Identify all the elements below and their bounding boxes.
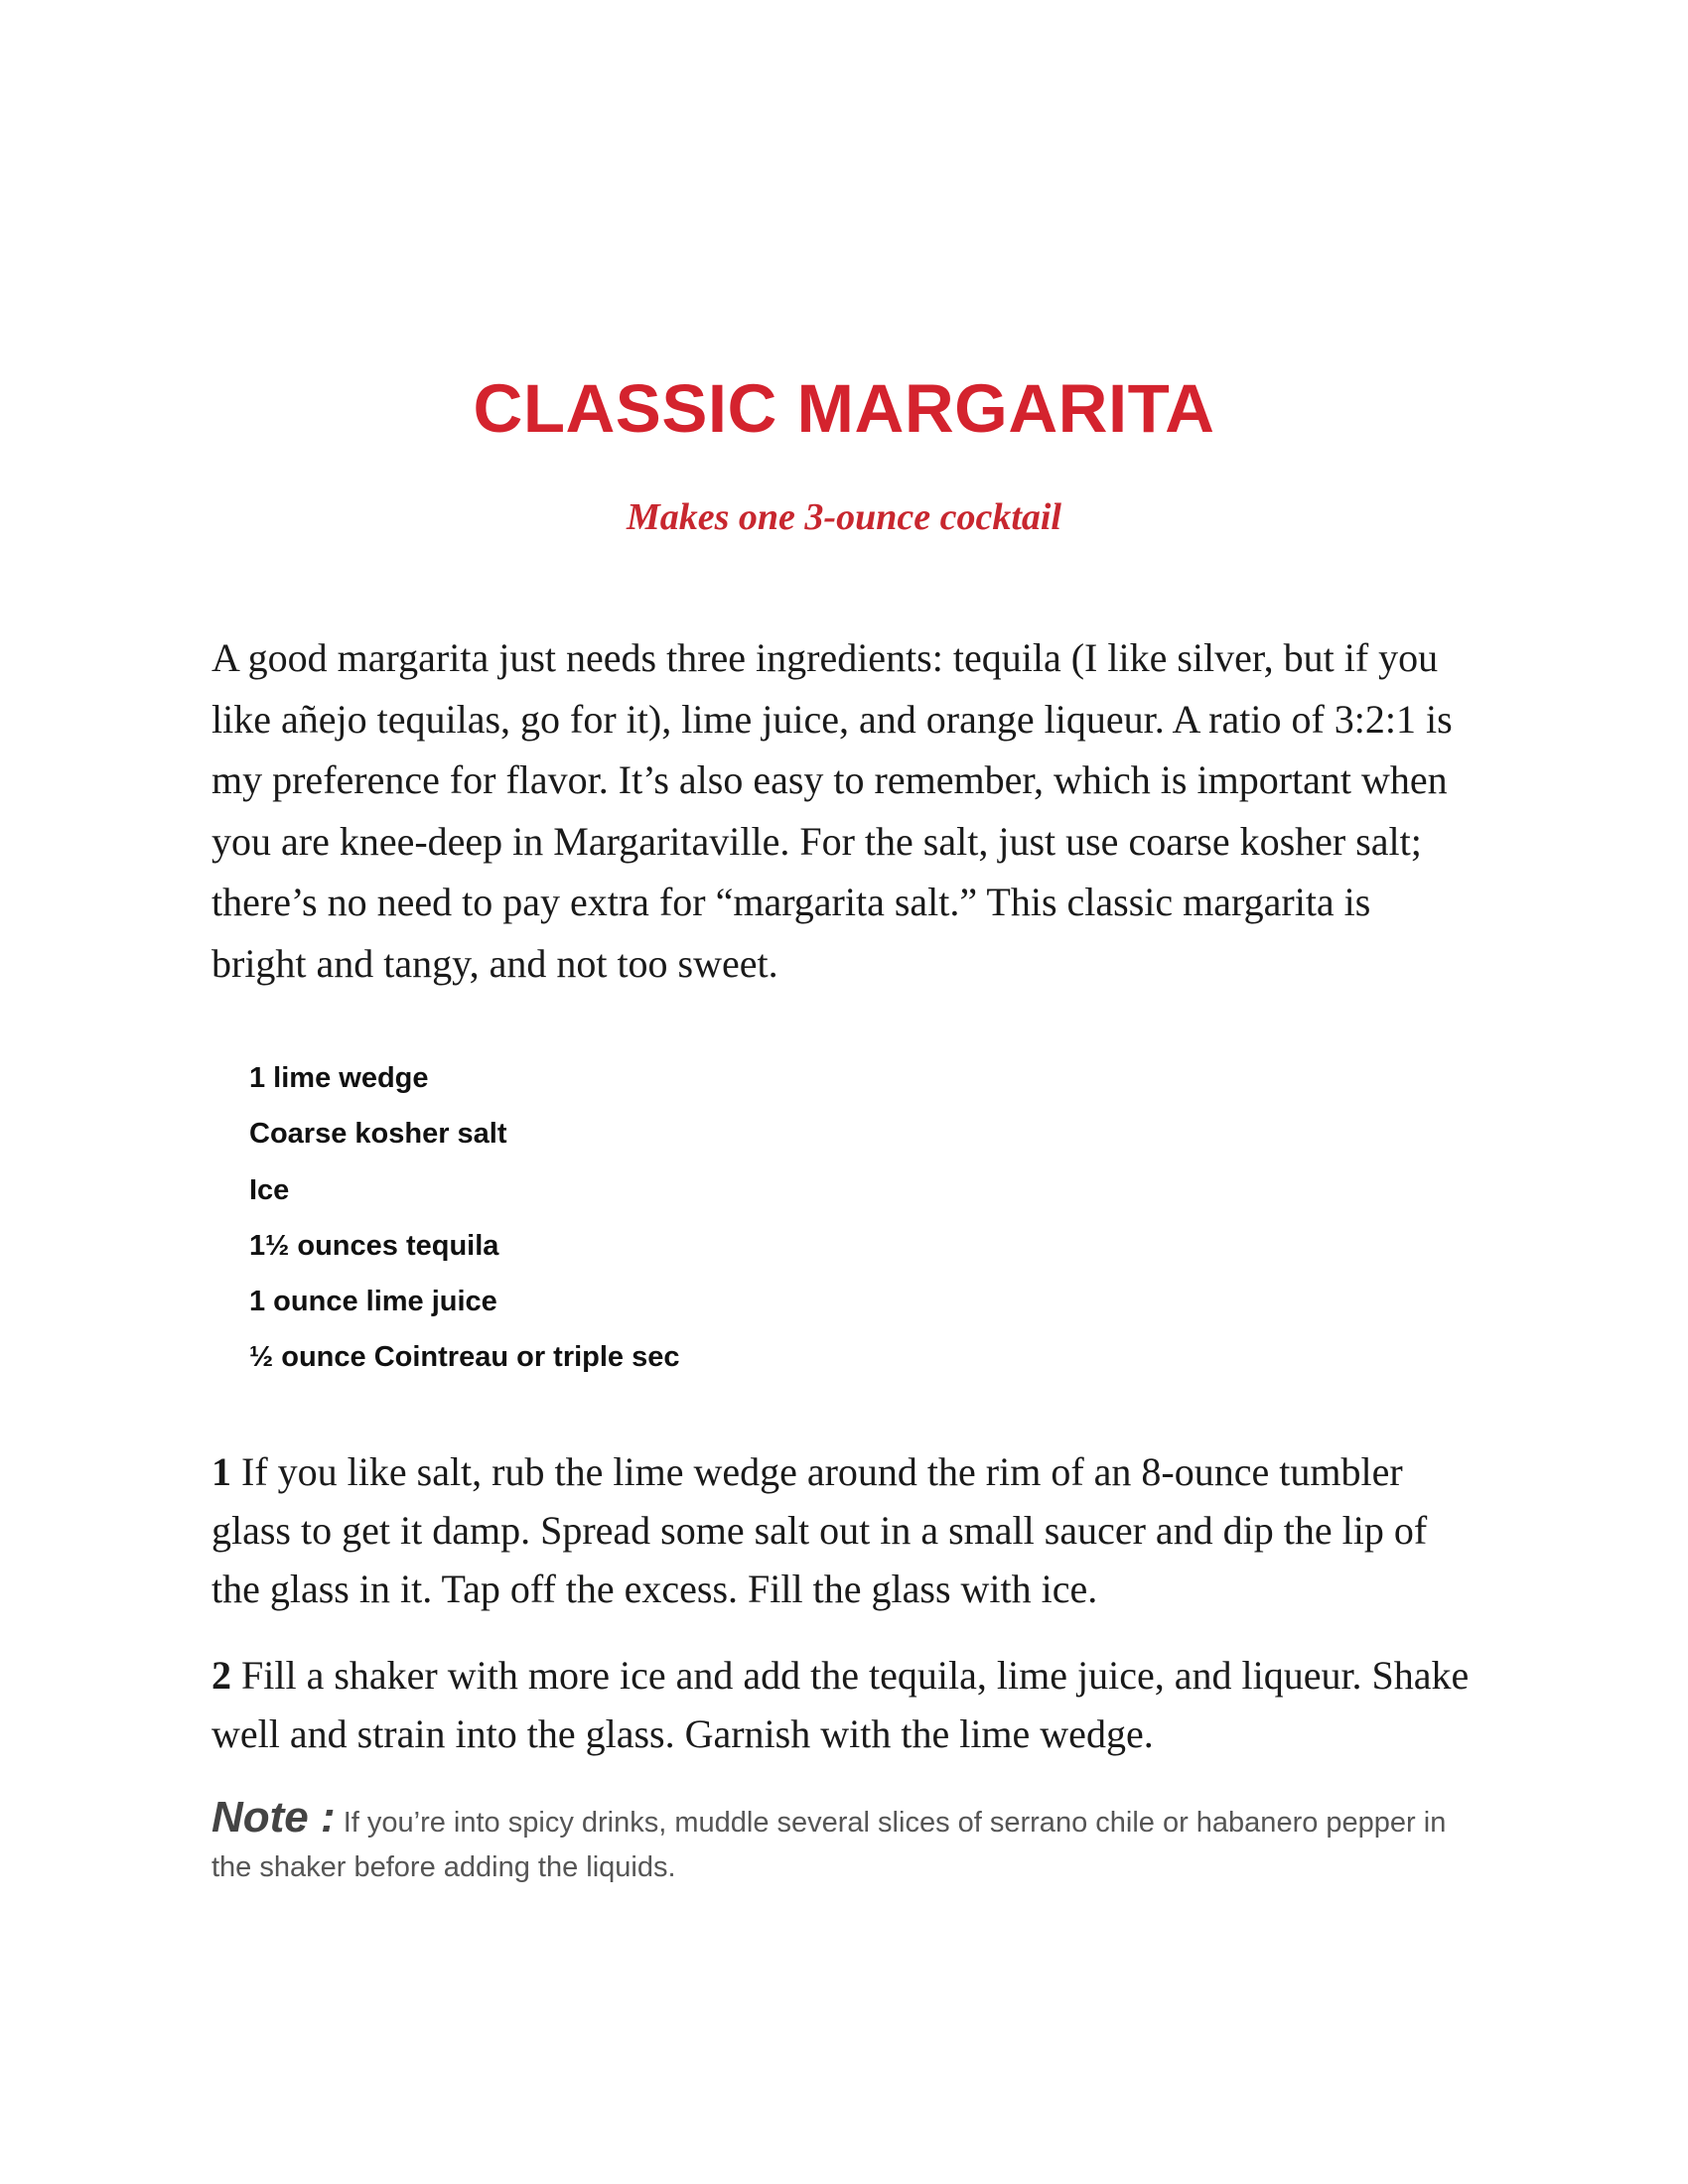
instruction-step-1: [211, 1442, 1473, 1618]
recipe-note: [211, 1795, 1473, 1890]
step-number: 2: [211, 1653, 231, 1698]
step-text: Fill a shaker with more ice and add the tequila, lime juice, and liqueur. Shake well and strain into the glass. Garnish with the lime wedge.: [211, 1653, 1470, 1756]
ingredient-item: Coarse kosher salt: [249, 1118, 507, 1151]
ingredient-item: 1 lime wedge: [249, 1062, 429, 1094]
step-text: If you like salt, rub the lime wedge around the rim of an 8-ounce tumbler glass to get it damp. Spread some salt out in a small saucer and dip the lip of the glass in it. Tap off the excess. Fill the glass with ice.: [211, 1449, 1428, 1611]
ingredient-item: Ice: [249, 1173, 290, 1206]
ingredient-item: ½ ounce Cointreau or triple sec: [249, 1341, 680, 1374]
note-label: Note :: [211, 1793, 336, 1842]
intro-paragraph: A good margarita just needs three ingredients: tequila (I like silver, but if you like añejo tequilas, go for it), lime juice, and orange liqueur. A ratio of 3:2:1 is my preference for flavor. It’s also easy to remember, which is important when you are knee-deep in Margaritaville. For the salt, just use coarse kosher salt; there’s no need to pay extra for “margarita salt.” This classic margarita is bright and tangy, and not too sweet.: [211, 635, 1453, 986]
instruction-step-2: [211, 1646, 1473, 1763]
ingredient-item: 1½ ounces tequila: [249, 1229, 499, 1262]
ingredient-list: [249, 1050, 680, 1386]
ingredient-item: 1 ounce lime juice: [249, 1286, 497, 1318]
step-number: 1: [211, 1449, 231, 1494]
recipe-yield: Makes one 3-ounce cocktail: [626, 496, 1061, 538]
page-title: CLASSIC MARGARITA: [473, 370, 1215, 447]
note-text: If you’re into spicy drinks, muddle several slices of serrano chile or habanero pepper in the shaker before adding the liquids.: [211, 1807, 1447, 1883]
